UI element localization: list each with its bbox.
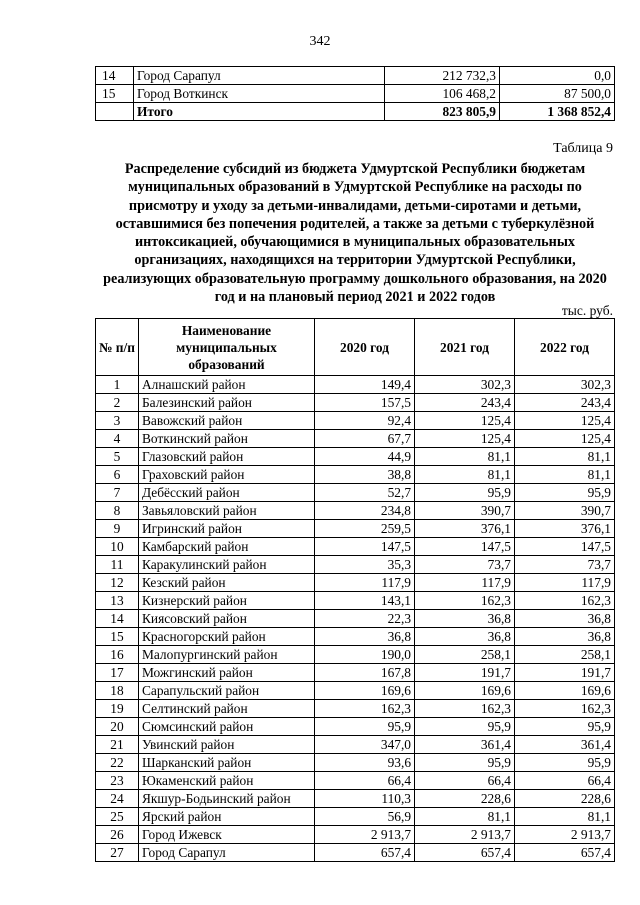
row-value-2021: 376,1 xyxy=(415,520,515,538)
row-value-2020: 157,5 xyxy=(315,394,415,412)
row-value-2020: 66,4 xyxy=(315,772,415,790)
table-row xyxy=(96,430,615,448)
row-number: 19 xyxy=(96,700,139,718)
row-number: 21 xyxy=(96,736,139,754)
row-value-2020: 110,3 xyxy=(315,790,415,808)
row-value-2020: 149,4 xyxy=(315,376,415,394)
row-number: 26 xyxy=(96,826,139,844)
row-value-2020: 259,5 xyxy=(315,520,415,538)
row-municipality: Игринский район xyxy=(138,520,314,538)
row-municipality: Вавожский район xyxy=(138,412,314,430)
table-row xyxy=(96,394,615,412)
row-number: 8 xyxy=(96,502,139,520)
table-row xyxy=(96,808,615,826)
row-value-2022: 376,1 xyxy=(515,520,615,538)
row-value-2022: 228,6 xyxy=(515,790,615,808)
row-municipality: Город Сарапул xyxy=(138,844,314,862)
row-value-2022: 390,7 xyxy=(515,502,615,520)
row-value-2020: 143,1 xyxy=(315,592,415,610)
row-value-2022: 117,9 xyxy=(515,574,615,592)
row-value-2022: 125,4 xyxy=(515,412,615,430)
row-number: 25 xyxy=(96,808,139,826)
row-value-2021: 361,4 xyxy=(415,736,515,754)
row-municipality: Камбарский район xyxy=(138,538,314,556)
row-value-2021: 81,1 xyxy=(415,448,515,466)
row-value-2020: 92,4 xyxy=(315,412,415,430)
table-row xyxy=(96,376,615,394)
row-value-2022: 147,5 xyxy=(515,538,615,556)
row-value-2020: 162,3 xyxy=(315,700,415,718)
row-value-2020: 67,7 xyxy=(315,430,415,448)
row-number: 11 xyxy=(96,556,139,574)
row-number: 18 xyxy=(96,682,139,700)
row-value-2021: 95,9 xyxy=(415,484,515,502)
row-number: 15 xyxy=(96,628,139,646)
row-number: 15 xyxy=(96,85,134,103)
row-number: 17 xyxy=(96,664,139,682)
row-name: Город Сарапул xyxy=(134,67,385,85)
row-value-2021: 243,4 xyxy=(415,394,515,412)
row-number: 10 xyxy=(96,538,139,556)
table-row xyxy=(96,610,615,628)
header-2020: 2020 год xyxy=(315,319,415,376)
row-municipality: Шарканский район xyxy=(138,754,314,772)
row-value-2022: 95,9 xyxy=(515,718,615,736)
row-municipality: Можгинский район xyxy=(138,664,314,682)
row-number: 13 xyxy=(96,592,139,610)
row-value-2020: 190,0 xyxy=(315,646,415,664)
row-value-2021: 191,7 xyxy=(415,664,515,682)
table-row xyxy=(96,790,615,808)
row-value-2021: 162,3 xyxy=(415,592,515,610)
row-value-2022: 125,4 xyxy=(515,430,615,448)
row-value-2020: 56,9 xyxy=(315,808,415,826)
row-value-2021: 81,1 xyxy=(415,808,515,826)
continuation-table xyxy=(95,66,615,121)
row-municipality: Ярский район xyxy=(138,808,314,826)
subsidy-table xyxy=(95,318,615,862)
header-2021: 2021 год xyxy=(415,319,515,376)
row-municipality: Глазовский район xyxy=(138,448,314,466)
row-value-2020: 22,3 xyxy=(315,610,415,628)
row-number: 9 xyxy=(96,520,139,538)
row-value-2021: 162,3 xyxy=(415,700,515,718)
row-number: 16 xyxy=(96,646,139,664)
row-value-2022: 191,7 xyxy=(515,664,615,682)
row-value-2020: 93,6 xyxy=(315,754,415,772)
row-number: 14 xyxy=(96,67,134,85)
total-row xyxy=(96,103,615,121)
row-value-2021: 117,9 xyxy=(415,574,515,592)
row-number: 2 xyxy=(96,394,139,412)
row-value-2021: 95,9 xyxy=(415,754,515,772)
row-value-2022: 361,4 xyxy=(515,736,615,754)
row-municipality: Юкаменский район xyxy=(138,772,314,790)
row-value-2022: 95,9 xyxy=(515,754,615,772)
row-municipality: Алнашский район xyxy=(138,376,314,394)
row-municipality: Воткинский район xyxy=(138,430,314,448)
row-name: Город Воткинск xyxy=(134,85,385,103)
table-row xyxy=(96,85,615,103)
table-row xyxy=(96,412,615,430)
row-value-2020: 169,6 xyxy=(315,682,415,700)
table-row xyxy=(96,754,615,772)
row-municipality: Каракулинский район xyxy=(138,556,314,574)
row-value-2020: 657,4 xyxy=(315,844,415,862)
row-municipality: Селтинский район xyxy=(138,700,314,718)
continuation-table-body xyxy=(96,67,615,121)
row-value-2022: 657,4 xyxy=(515,844,615,862)
row-value-2: 0,0 xyxy=(500,67,615,85)
row-value-2020: 117,9 xyxy=(315,574,415,592)
table-title: Распределение субсидий из бюджета Удмуртской Республики бюджетам муниципальных образований в Удмуртской Республике на расходы по присмотру и уходу за детьми-инвалидами, детьми-сиротами и детьми, оставшимися без попечения родителей, а также за детьми с туберкулёзной интоксикацией, обучающимися в муниципальных образовательных организациях, находящихся на территории Удмуртской Республики, реализующих образовательную программу дошкольного образования, на 2020 год и на плановый период 2021 и 2022 годов xyxy=(103,161,607,306)
table-row xyxy=(96,682,615,700)
row-value-2021: 2 913,7 xyxy=(415,826,515,844)
table-caption: Таблица 9 xyxy=(553,141,613,156)
row-number: 24 xyxy=(96,790,139,808)
row-value-2021: 125,4 xyxy=(415,430,515,448)
row-value-2022: 66,4 xyxy=(515,772,615,790)
row-number: 4 xyxy=(96,430,139,448)
row-value-2022: 243,4 xyxy=(515,394,615,412)
total-label: Итого xyxy=(134,103,385,121)
header-name-label: Наименование муниципальных образований xyxy=(176,322,277,372)
table-row xyxy=(96,700,615,718)
row-municipality: Увинский район xyxy=(138,736,314,754)
row-value-2021: 36,8 xyxy=(415,628,515,646)
row-value-2022: 81,1 xyxy=(515,448,615,466)
row-number: 7 xyxy=(96,484,139,502)
subsidy-table-body xyxy=(96,376,615,862)
row-municipality: Красногорский район xyxy=(138,628,314,646)
row-value-2020: 2 913,7 xyxy=(315,826,415,844)
table-row xyxy=(96,772,615,790)
row-value-2021: 95,9 xyxy=(415,718,515,736)
table-row xyxy=(96,520,615,538)
row-value-2022: 95,9 xyxy=(515,484,615,502)
header-name xyxy=(138,319,314,376)
row-municipality: Граховский район xyxy=(138,466,314,484)
row-value-2021: 169,6 xyxy=(415,682,515,700)
row-value-2020: 52,7 xyxy=(315,484,415,502)
table-row xyxy=(96,628,615,646)
row-number: 1 xyxy=(96,376,139,394)
row-value-2020: 44,9 xyxy=(315,448,415,466)
row-number: 22 xyxy=(96,754,139,772)
row-value-2021: 147,5 xyxy=(415,538,515,556)
table-row xyxy=(96,538,615,556)
row-value-2022: 81,1 xyxy=(515,466,615,484)
row-value-1: 106 468,2 xyxy=(385,85,500,103)
row-value-2020: 347,0 xyxy=(315,736,415,754)
row-value-2022: 258,1 xyxy=(515,646,615,664)
row-value-2020: 147,5 xyxy=(315,538,415,556)
table-row xyxy=(96,574,615,592)
table-header-row xyxy=(96,319,615,376)
row-number: 12 xyxy=(96,574,139,592)
row-value-2022: 302,3 xyxy=(515,376,615,394)
row-value-2: 87 500,0 xyxy=(500,85,615,103)
table-row xyxy=(96,448,615,466)
row-municipality: Кезский район xyxy=(138,574,314,592)
row-value-2021: 228,6 xyxy=(415,790,515,808)
row-municipality: Город Ижевск xyxy=(138,826,314,844)
table-row xyxy=(96,844,615,862)
total-value-2: 1 368 852,4 xyxy=(500,103,615,121)
total-value-1: 823 805,9 xyxy=(385,103,500,121)
row-value-2022: 162,3 xyxy=(515,700,615,718)
row-value-2020: 234,8 xyxy=(315,502,415,520)
row-value-2022: 162,3 xyxy=(515,592,615,610)
table-row xyxy=(96,466,615,484)
row-value-2022: 169,6 xyxy=(515,682,615,700)
row-value-2020: 38,8 xyxy=(315,466,415,484)
table-row xyxy=(96,826,615,844)
row-number: 23 xyxy=(96,772,139,790)
row-municipality: Сюмсинский район xyxy=(138,718,314,736)
row-number: 20 xyxy=(96,718,139,736)
header-2022: 2022 год xyxy=(515,319,615,376)
row-municipality: Завьяловский район xyxy=(138,502,314,520)
row-number: 14 xyxy=(96,610,139,628)
row-value-2021: 258,1 xyxy=(415,646,515,664)
page-number: 342 xyxy=(309,34,331,49)
row-value-2021: 73,7 xyxy=(415,556,515,574)
table-row xyxy=(96,664,615,682)
row-number: 3 xyxy=(96,412,139,430)
row-municipality: Малопургинский район xyxy=(138,646,314,664)
table-row xyxy=(96,736,615,754)
table-row xyxy=(96,718,615,736)
row-number: 27 xyxy=(96,844,139,862)
row-value-2021: 125,4 xyxy=(415,412,515,430)
table-row xyxy=(96,484,615,502)
row-value-1: 212 732,3 xyxy=(385,67,500,85)
row-municipality: Сарапульский район xyxy=(138,682,314,700)
table-row xyxy=(96,67,615,85)
table-row xyxy=(96,646,615,664)
row-municipality: Кизнерский район xyxy=(138,592,314,610)
total-number xyxy=(96,103,134,121)
row-number: 5 xyxy=(96,448,139,466)
header-number xyxy=(96,319,139,376)
row-value-2021: 657,4 xyxy=(415,844,515,862)
row-value-2022: 2 913,7 xyxy=(515,826,615,844)
row-value-2021: 36,8 xyxy=(415,610,515,628)
row-value-2022: 81,1 xyxy=(515,808,615,826)
row-municipality: Якшур-Бодьинский район xyxy=(138,790,314,808)
row-value-2020: 167,8 xyxy=(315,664,415,682)
row-value-2020: 36,8 xyxy=(315,628,415,646)
row-value-2021: 81,1 xyxy=(415,466,515,484)
row-number: 6 xyxy=(96,466,139,484)
units-label: тыс. руб. xyxy=(561,303,613,318)
table-row xyxy=(96,502,615,520)
row-municipality: Киясовский район xyxy=(138,610,314,628)
row-value-2021: 302,3 xyxy=(415,376,515,394)
row-value-2020: 95,9 xyxy=(315,718,415,736)
row-value-2022: 36,8 xyxy=(515,628,615,646)
row-value-2022: 73,7 xyxy=(515,556,615,574)
row-value-2022: 36,8 xyxy=(515,610,615,628)
row-value-2021: 390,7 xyxy=(415,502,515,520)
row-municipality: Балезинский район xyxy=(138,394,314,412)
table-row xyxy=(96,592,615,610)
row-value-2021: 66,4 xyxy=(415,772,515,790)
header-number-label: № п/п xyxy=(99,339,135,355)
row-municipality: Дебёсский район xyxy=(138,484,314,502)
table-row xyxy=(96,556,615,574)
row-value-2020: 35,3 xyxy=(315,556,415,574)
